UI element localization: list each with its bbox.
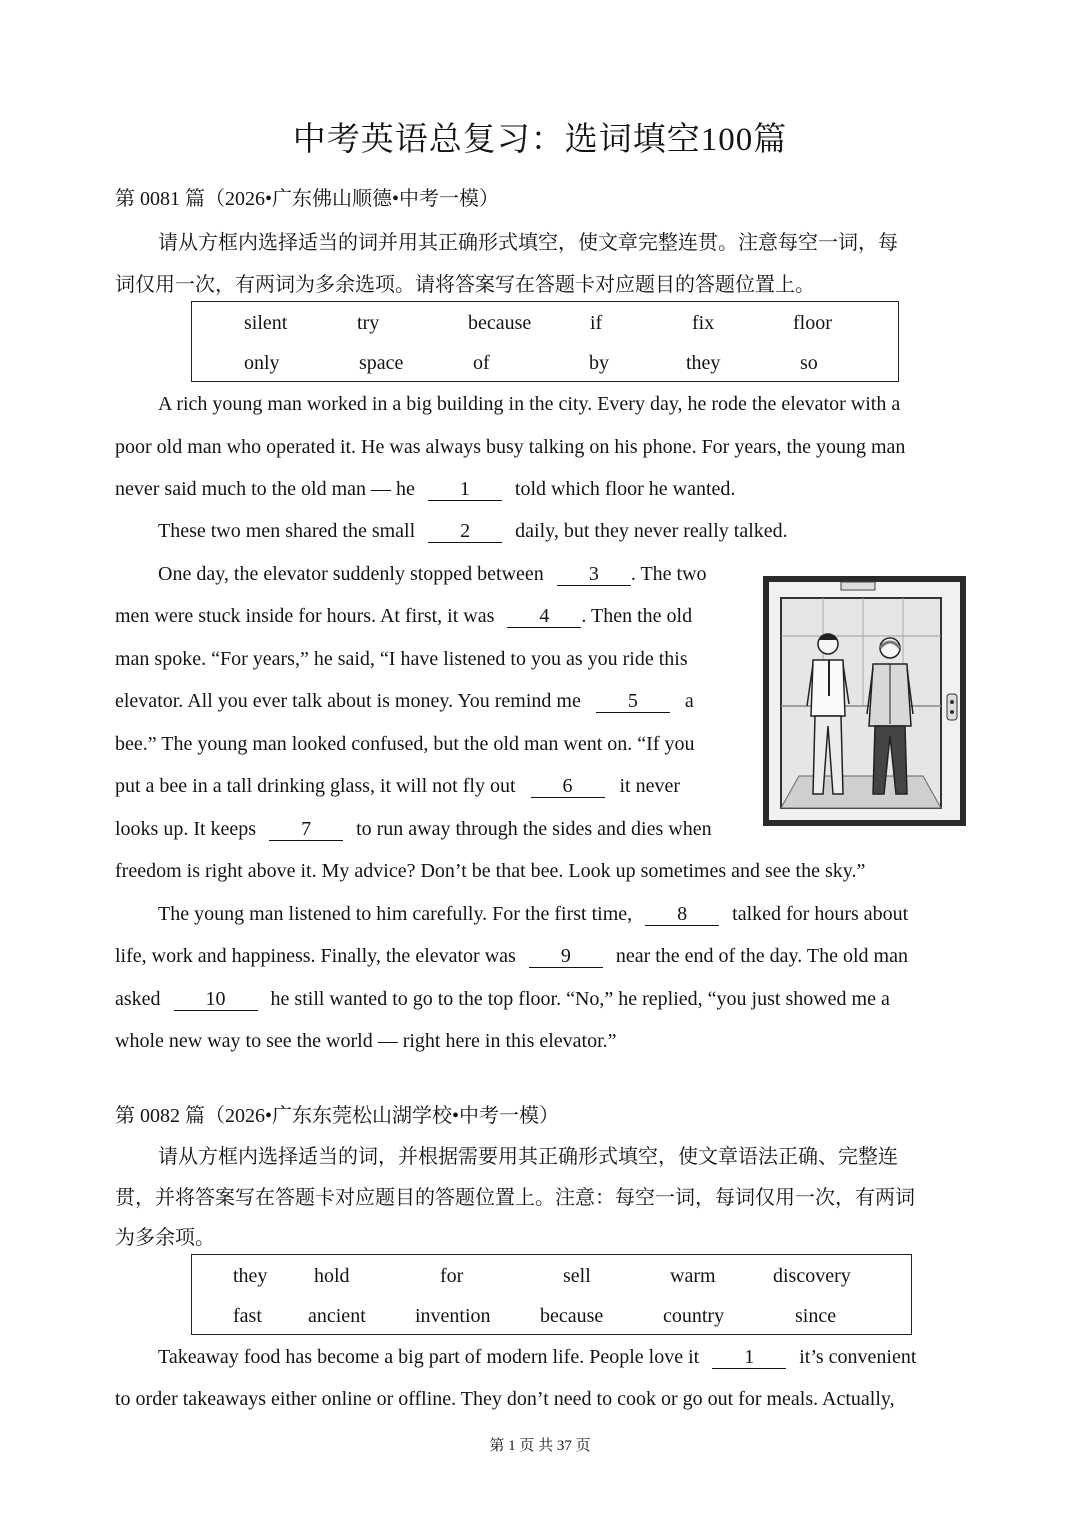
- word-option: space: [359, 352, 404, 374]
- word-option: they: [233, 1265, 268, 1287]
- instruction-line-2: 贯，并将答案写在答题卡对应题目的答题位置上。注意：每空一词，每词仅用一次，有两词: [115, 1187, 915, 1209]
- word-option: try: [357, 312, 380, 334]
- word-option: fix: [692, 312, 715, 334]
- text-line: Takeaway food has become a big part of modern life. People love it 1 it’s convenient: [158, 1346, 917, 1368]
- word-option: discovery: [773, 1265, 851, 1287]
- word-option: silent: [244, 312, 288, 334]
- word-option: so: [800, 352, 818, 374]
- answer-blank: 1: [712, 1346, 786, 1369]
- text-line: whole new way to see the world — right here in this elevator.”: [115, 1030, 617, 1052]
- passage-heading-0082: 第 0082 篇（2026•广东东莞松山湖学校•中考一模）: [115, 1105, 560, 1127]
- text-line: men were stuck inside for hours. At first, it was 4 . Then the old: [115, 605, 693, 627]
- text-line: freedom is right above it. My advice? Don’t be that bee. Look up sometimes and see the sky.”: [115, 860, 866, 882]
- text-line: to order takeaways either online or offline. They don’t need to cook or go out for meals. Actually,: [115, 1388, 895, 1410]
- text-line: A rich young man worked in a big building in the city. Every day, he rode the elevator with a: [158, 393, 901, 415]
- word-option: only: [244, 352, 280, 374]
- passage-heading-0081: 第 0081 篇（2026•广东佛山顺德•中考一模）: [115, 188, 500, 210]
- word-option: invention: [415, 1305, 491, 1327]
- word-option: of: [473, 352, 490, 374]
- word-option: hold: [314, 1265, 350, 1287]
- instruction-line-2: 词仅用一次，有两词为多余选项。请将答案写在答题卡对应题目的答题位置上。: [115, 274, 815, 296]
- instruction-line-3: 为多余项。: [115, 1227, 215, 1249]
- instruction-line-1: 请从方框内选择适当的词并用其正确形式填空，使文章完整连贯。注意每空一词，每: [158, 232, 898, 254]
- page-title: 中考英语总复习：选词填空100篇: [292, 122, 788, 158]
- answer-blank: 5: [596, 690, 670, 713]
- page-footer: 第 1 页 共 37 页: [489, 1438, 591, 1454]
- answer-blank: 2: [428, 520, 502, 543]
- word-option: because: [540, 1305, 604, 1327]
- text-line: elevator. All you ever talk about is money. You remind me 5 a: [115, 690, 694, 712]
- answer-blank: 9: [529, 945, 603, 968]
- word-option: by: [589, 352, 609, 374]
- answer-blank: 10: [174, 988, 258, 1011]
- answer-blank: 8: [645, 903, 719, 926]
- text-line: One day, the elevator suddenly stopped between 3 . The two: [158, 563, 707, 585]
- answer-blank: 4: [507, 605, 581, 628]
- word-option: country: [663, 1305, 725, 1327]
- text-line: The young man listened to him carefully. For the first time, 8 talked for hours about: [158, 903, 909, 925]
- word-box-0082: [191, 1254, 912, 1335]
- answer-blank: 6: [531, 775, 605, 798]
- word-option: ancient: [308, 1305, 366, 1327]
- text-line: looks up. It keeps 7 to run away through the sides and dies when: [115, 818, 712, 840]
- text-line: put a bee in a tall drinking glass, it will not fly out 6 it never: [115, 775, 681, 797]
- word-option: since: [795, 1305, 837, 1327]
- text-line: These two men shared the small 2 daily, but they never really talked.: [158, 520, 788, 542]
- elevator-illustration: [763, 576, 966, 826]
- text-line: asked 10 he still wanted to go to the top floor. “No,” he replied, “you just showed me a: [115, 988, 890, 1010]
- answer-blank: 7: [269, 818, 343, 841]
- word-box-0081: [191, 301, 899, 382]
- word-option: they: [686, 352, 721, 374]
- answer-blank: 1: [428, 478, 502, 501]
- text-line: life, work and happiness. Finally, the elevator was 9 near the end of the day. The old man: [115, 945, 908, 967]
- text-line: bee.” The young man looked confused, but the old man went on. “If you: [115, 733, 695, 755]
- word-option: warm: [670, 1265, 716, 1287]
- word-option: sell: [563, 1265, 591, 1287]
- text-line: man spoke. “For years,” he said, “I have listened to you as you ride this: [115, 648, 688, 670]
- answer-blank: 3: [557, 563, 631, 586]
- text-line: never said much to the old man — he 1 told which floor he wanted.: [115, 478, 736, 500]
- word-option: fast: [233, 1305, 262, 1327]
- text-line: poor old man who operated it. He was always busy talking on his phone. For years, the young man: [115, 436, 906, 458]
- word-option: for: [440, 1265, 464, 1287]
- word-option: because: [468, 312, 532, 334]
- word-option: floor: [793, 312, 832, 334]
- word-option: if: [590, 312, 603, 334]
- instruction-line-1: 请从方框内选择适当的词，并根据需要用其正确形式填空，使文章语法正确、完整连: [158, 1146, 898, 1168]
